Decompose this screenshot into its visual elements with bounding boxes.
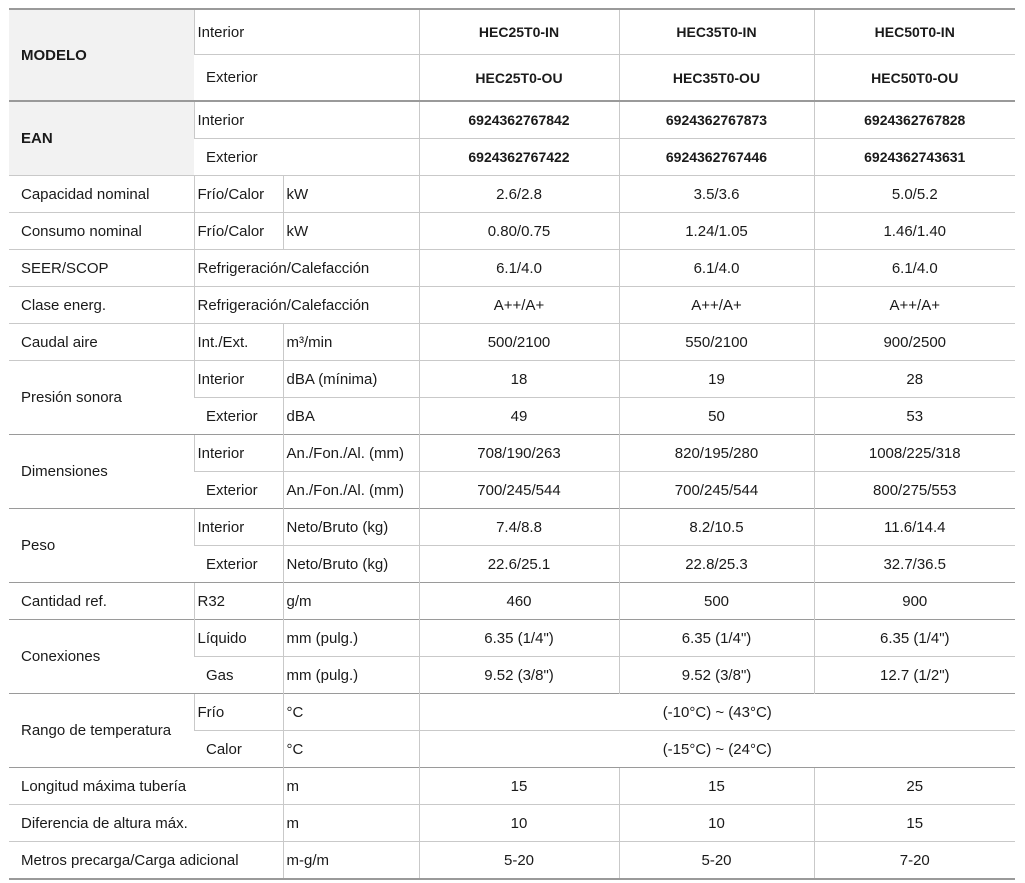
rango-calor-value: (-15°C) ~ (24°C) <box>419 731 1015 768</box>
cantidad-label: Cantidad ref. <box>9 583 194 620</box>
caudal-val-2: 550/2100 <box>619 324 814 361</box>
ean-label: EAN <box>9 101 194 176</box>
metros-label: Metros precarga/Carga adicional <box>9 842 283 880</box>
consumo-unit: kW <box>283 213 419 250</box>
conexiones-liquido-unit: mm (pulg.) <box>283 620 419 657</box>
peso-exterior-val-2: 22.8/25.3 <box>619 546 814 583</box>
consumo-label: Consumo nominal <box>9 213 194 250</box>
diferencia-row <box>9 805 1015 842</box>
cantidad-val-3: 900 <box>814 583 1015 620</box>
dimensiones-exterior-sub: Exterior <box>194 472 283 509</box>
peso-exterior-unit: Neto/Bruto (kg) <box>283 546 419 583</box>
cantidad-val-2: 500 <box>619 583 814 620</box>
ean-exterior-2: 6924362767446 <box>619 139 814 176</box>
conexiones-gas-val-3: 12.7 (1/2") <box>814 657 1015 694</box>
capacidad-val-1: 2.6/2.8 <box>419 176 619 213</box>
seer-sub: Refrigeración/Calefacción <box>194 250 419 287</box>
model-exterior-2: HEC35T0-OU <box>619 55 814 102</box>
conexiones-liquido-val-3: 6.35 (1/4") <box>814 620 1015 657</box>
conexiones-gas-val-1: 9.52 (3/8") <box>419 657 619 694</box>
ean-interior-1: 6924362767842 <box>419 101 619 139</box>
metros-val-2: 5-20 <box>619 842 814 880</box>
clase-val-2: A++/A+ <box>619 287 814 324</box>
ean-exterior-1: 6924362767422 <box>419 139 619 176</box>
longitud-label: Longitud máxima tubería <box>9 768 283 805</box>
longitud-val-1: 15 <box>419 768 619 805</box>
diferencia-val-1: 10 <box>419 805 619 842</box>
longitud-val-3: 25 <box>814 768 1015 805</box>
capacidad-row <box>9 176 1015 213</box>
presion-exterior-val-1: 49 <box>419 398 619 435</box>
conexiones-gas-sub: Gas <box>194 657 283 694</box>
clase-label: Clase energ. <box>9 287 194 324</box>
peso-exterior-val-1: 22.6/25.1 <box>419 546 619 583</box>
caudal-row <box>9 324 1015 361</box>
consumo-val-2: 1.24/1.05 <box>619 213 814 250</box>
presion-interior-val-3: 28 <box>814 361 1015 398</box>
dimensiones-exterior-val-2: 700/245/544 <box>619 472 814 509</box>
peso-interior-sub: Interior <box>194 509 283 546</box>
presion-interior-unit: dBA (mínima) <box>283 361 419 398</box>
ean-interior-label: Interior <box>194 101 419 139</box>
dimensiones-label: Dimensiones <box>9 435 194 509</box>
dimensiones-interior-unit: An./Fon./Al. (mm) <box>283 435 419 472</box>
caudal-val-3: 900/2500 <box>814 324 1015 361</box>
rango-frio-value: (-10°C) ~ (43°C) <box>419 694 1015 731</box>
peso-exterior-sub: Exterior <box>194 546 283 583</box>
clase-val-1: A++/A+ <box>419 287 619 324</box>
conexiones-gas-val-2: 9.52 (3/8") <box>619 657 814 694</box>
peso-interior-val-1: 7.4/8.8 <box>419 509 619 546</box>
caudal-sub: Int./Ext. <box>194 324 283 361</box>
capacidad-sub: Frío/Calor <box>194 176 283 213</box>
cantidad-sub: R32 <box>194 583 283 620</box>
ean-exterior-3: 6924362743631 <box>814 139 1015 176</box>
conexiones-liquido-val-1: 6.35 (1/4") <box>419 620 619 657</box>
peso-row-interior <box>9 509 1015 546</box>
consumo-row <box>9 213 1015 250</box>
dimensiones-exterior-val-3: 800/275/553 <box>814 472 1015 509</box>
modelo-label: MODELO <box>9 9 194 101</box>
modelo-exterior-label: Exterior <box>194 55 419 102</box>
clase-row <box>9 287 1015 324</box>
presion-label: Presión sonora <box>9 361 194 435</box>
dimensiones-interior-val-1: 708/190/263 <box>419 435 619 472</box>
cantidad-val-1: 460 <box>419 583 619 620</box>
diferencia-val-3: 15 <box>814 805 1015 842</box>
longitud-val-2: 15 <box>619 768 814 805</box>
dimensiones-interior-sub: Interior <box>194 435 283 472</box>
presion-interior-val-2: 19 <box>619 361 814 398</box>
seer-row <box>9 250 1015 287</box>
conexiones-liquido-val-2: 6.35 (1/4") <box>619 620 814 657</box>
seer-label: SEER/SCOP <box>9 250 194 287</box>
dimensiones-exterior-unit: An./Fon./Al. (mm) <box>283 472 419 509</box>
presion-exterior-unit: dBA <box>283 398 419 435</box>
ean-row-interior <box>9 101 1015 139</box>
peso-interior-val-3: 11.6/14.4 <box>814 509 1015 546</box>
seer-val-2: 6.1/4.0 <box>619 250 814 287</box>
capacidad-label: Capacidad nominal <box>9 176 194 213</box>
diferencia-val-2: 10 <box>619 805 814 842</box>
rango-calor-sub: Calor <box>194 731 283 768</box>
seer-val-1: 6.1/4.0 <box>419 250 619 287</box>
modelo-row-interior <box>9 9 1015 55</box>
presion-interior-sub: Interior <box>194 361 283 398</box>
rango-frio-sub: Frío <box>194 694 283 731</box>
metros-val-3: 7-20 <box>814 842 1015 880</box>
model-interior-3: HEC50T0-IN <box>814 9 1015 55</box>
presion-row-interior <box>9 361 1015 398</box>
cantidad-unit: g/m <box>283 583 419 620</box>
ean-exterior-label: Exterior <box>194 139 419 176</box>
diferencia-unit: m <box>283 805 419 842</box>
longitud-row <box>9 768 1015 805</box>
rango-row-frio <box>9 694 1015 731</box>
capacidad-val-2: 3.5/3.6 <box>619 176 814 213</box>
model-exterior-1: HEC25T0-OU <box>419 55 619 102</box>
dimensiones-row-interior <box>9 435 1015 472</box>
presion-interior-val-1: 18 <box>419 361 619 398</box>
seer-val-3: 6.1/4.0 <box>814 250 1015 287</box>
consumo-sub: Frío/Calor <box>194 213 283 250</box>
capacidad-unit: kW <box>283 176 419 213</box>
conexiones-gas-unit: mm (pulg.) <box>283 657 419 694</box>
modelo-interior-label: Interior <box>194 9 419 55</box>
capacidad-val-3: 5.0/5.2 <box>814 176 1015 213</box>
presion-exterior-sub: Exterior <box>194 398 283 435</box>
presion-exterior-val-3: 53 <box>814 398 1015 435</box>
conexiones-label: Conexiones <box>9 620 194 694</box>
metros-val-1: 5-20 <box>419 842 619 880</box>
caudal-label: Caudal aire <box>9 324 194 361</box>
model-interior-1: HEC25T0-IN <box>419 9 619 55</box>
presion-exterior-val-2: 50 <box>619 398 814 435</box>
caudal-unit: m³/min <box>283 324 419 361</box>
consumo-val-1: 0.80/0.75 <box>419 213 619 250</box>
clase-sub: Refrigeración/Calefacción <box>194 287 419 324</box>
dimensiones-interior-val-2: 820/195/280 <box>619 435 814 472</box>
ean-interior-2: 6924362767873 <box>619 101 814 139</box>
metros-row <box>9 842 1015 880</box>
rango-calor-unit: °C <box>283 731 419 768</box>
longitud-unit: m <box>283 768 419 805</box>
peso-label: Peso <box>9 509 194 583</box>
conexiones-row-liquido <box>9 620 1015 657</box>
rango-label: Rango de temperatura <box>9 694 194 768</box>
metros-unit: m-g/m <box>283 842 419 880</box>
dimensiones-interior-val-3: 1008/225/318 <box>814 435 1015 472</box>
dimensiones-exterior-val-1: 700/245/544 <box>419 472 619 509</box>
caudal-val-1: 500/2100 <box>419 324 619 361</box>
ean-interior-3: 6924362767828 <box>814 101 1015 139</box>
rango-frio-unit: °C <box>283 694 419 731</box>
model-interior-2: HEC35T0-IN <box>619 9 814 55</box>
clase-val-3: A++/A+ <box>814 287 1015 324</box>
consumo-val-3: 1.46/1.40 <box>814 213 1015 250</box>
model-exterior-3: HEC50T0-OU <box>814 55 1015 102</box>
peso-interior-val-2: 8.2/10.5 <box>619 509 814 546</box>
diferencia-label: Diferencia de altura máx. <box>9 805 283 842</box>
peso-interior-unit: Neto/Bruto (kg) <box>283 509 419 546</box>
conexiones-liquido-sub: Líquido <box>194 620 283 657</box>
cantidad-row <box>9 583 1015 620</box>
peso-exterior-val-3: 32.7/36.5 <box>814 546 1015 583</box>
spec-table <box>9 8 1015 880</box>
